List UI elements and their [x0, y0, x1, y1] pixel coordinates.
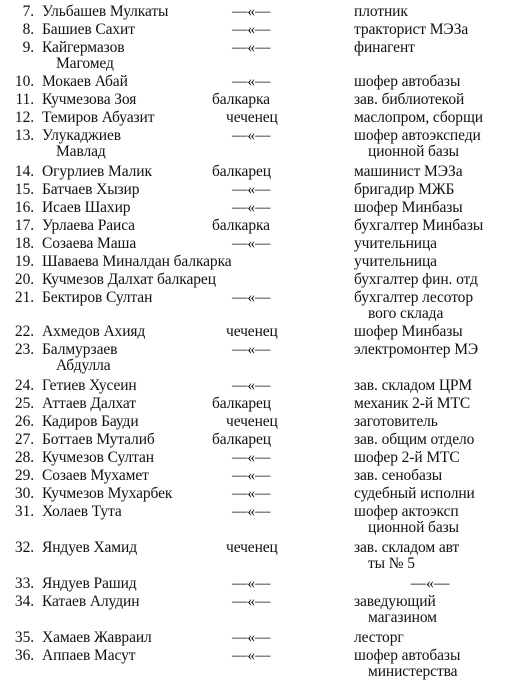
occupation — [354, 504, 506, 536]
person-name — [42, 342, 117, 374]
entry-number: 35. — [14, 629, 34, 646]
name-line: Кучмезов Султан — [42, 449, 154, 466]
occupation-line: шофер Минбазы — [354, 324, 463, 340]
nationality: балкарец — [212, 163, 271, 180]
occupation-line: шофер 2-й МТС — [354, 450, 460, 466]
person-name — [42, 290, 152, 306]
occupation-line: машинист МЭЗа — [354, 164, 463, 180]
person-name — [42, 486, 172, 502]
entry-number: 11. — [15, 91, 34, 108]
entry-number: 8. — [22, 21, 34, 38]
name-line: Кучмезова Зоя — [42, 91, 137, 108]
occupation — [354, 272, 506, 288]
name-line: Огурлиев Малик — [42, 163, 152, 180]
nationality: —«— — [232, 39, 271, 56]
nationality: —«— — [232, 199, 271, 216]
name-line: Яндуев Рашид — [42, 575, 137, 592]
person-name — [42, 254, 232, 270]
nationality: —«— — [232, 467, 271, 484]
occupation-line: финагент — [354, 40, 415, 56]
occupation-line: —«— — [410, 576, 450, 592]
entry-number: 34. — [14, 593, 34, 610]
nationality: чеченец — [226, 109, 278, 126]
name-line: Боттаев Муталиб — [42, 431, 155, 448]
occupation-line: шофер актоэксп — [354, 504, 459, 520]
name-line: Темиров Абуазит — [42, 109, 155, 126]
entry-number: 26. — [14, 413, 34, 430]
name-line: Аттаев Далхат — [42, 395, 136, 412]
name-line: Созаева Маша — [42, 235, 137, 252]
name-line: Гетиев Хусеин — [42, 377, 137, 394]
name-line: Созаев Мухамет — [42, 467, 149, 484]
occupation-line: зав. сенобазы — [354, 468, 443, 484]
name-line-continued: Магомед — [56, 55, 114, 72]
occupation-line: судебный исполни — [354, 486, 475, 502]
occupation — [354, 128, 506, 160]
person-name — [42, 218, 135, 234]
occupation — [354, 4, 506, 20]
occupation — [354, 414, 506, 430]
entry-number: 27. — [14, 431, 34, 448]
nationality: —«— — [232, 485, 271, 502]
entry-number: 10. — [14, 73, 34, 90]
occupation — [354, 324, 506, 340]
entry-number: 18. — [14, 235, 34, 252]
occupation-line: тракторист МЭЗа — [354, 22, 469, 38]
occupation — [354, 468, 506, 484]
name-line: Шаваева Миналдан балкарка — [42, 253, 232, 270]
person-name — [42, 450, 154, 466]
nationality: чеченец — [226, 413, 278, 430]
person-name — [42, 164, 152, 180]
occupation — [354, 396, 506, 412]
occupation-line: бригадир МЖБ — [354, 182, 455, 198]
person-name — [42, 504, 122, 520]
name-line: Улукаджиев — [42, 127, 121, 144]
occupation-line-continued: ционной базы — [368, 143, 459, 160]
name-line: Ахмедов Ахияд — [42, 323, 146, 340]
occupation-line: шофер автобазы — [354, 648, 461, 664]
person-name — [42, 576, 137, 592]
occupation — [354, 200, 506, 216]
occupation-line: маслопром, сборщи — [354, 110, 483, 126]
occupation — [354, 486, 506, 502]
occupation-line: заведующий — [354, 594, 436, 610]
occupation-line: шофер Минбазы — [354, 200, 463, 216]
occupation — [354, 254, 506, 270]
nationality: —«— — [232, 377, 271, 394]
nationality: балкарка — [212, 217, 270, 234]
occupation — [354, 74, 506, 90]
nationality: балкарец — [212, 395, 271, 412]
entry-number: 21. — [14, 289, 34, 306]
name-line: Кайгермазов — [42, 39, 125, 56]
person-name — [42, 128, 121, 160]
name-line: Башиев Сахит — [42, 21, 135, 38]
person-name — [42, 648, 135, 664]
occupation — [354, 432, 506, 448]
occupation-line: учительница — [354, 236, 437, 252]
entry-number: 7. — [22, 3, 34, 20]
occupation — [354, 576, 506, 592]
name-line: Балмурзаев — [42, 341, 118, 358]
person-name — [42, 22, 135, 38]
entry-number: 22. — [14, 323, 34, 340]
person-name — [42, 200, 130, 216]
entry-number: 14. — [14, 163, 34, 180]
nationality: —«— — [232, 449, 271, 466]
name-line: Катаев Алудин — [42, 593, 140, 610]
entry-number: 36. — [14, 647, 34, 664]
occupation — [354, 342, 506, 358]
person-name — [42, 182, 139, 198]
occupation-line: шофер автобазы — [354, 74, 461, 90]
name-line: Холаев Тута — [42, 503, 122, 520]
occupation — [354, 450, 506, 466]
person-name — [42, 4, 168, 20]
occupation — [354, 40, 506, 56]
entry-number: 20. — [14, 271, 34, 288]
occupation — [354, 236, 506, 252]
person-name — [42, 272, 216, 288]
name-line: Ульбашев Мулкаты — [42, 3, 169, 20]
nationality: —«— — [232, 647, 271, 664]
entry-number: 12. — [14, 109, 34, 126]
entry-number: 24. — [14, 377, 34, 394]
name-line: Кадиров Бауди — [42, 413, 139, 430]
entry-number: 30. — [14, 485, 34, 502]
nationality: —«— — [232, 341, 271, 358]
occupation — [354, 110, 506, 126]
occupation-line-continued: магазином — [368, 609, 437, 626]
person-name — [42, 110, 154, 126]
occupation — [354, 182, 506, 198]
entry-number: 23. — [14, 341, 34, 358]
occupation — [354, 594, 506, 626]
occupation-line-continued: ты № 5 — [368, 555, 415, 572]
entry-number: 28. — [14, 449, 34, 466]
occupation — [354, 164, 506, 180]
nationality: —«— — [232, 235, 271, 252]
entry-number: 15. — [14, 181, 34, 198]
name-line: Мокаев Абай — [42, 73, 128, 90]
occupation-line: электромонтер МЭ — [354, 342, 479, 358]
occupation-line: бухгалтер фин. отд — [354, 272, 478, 288]
nationality: балкарка — [212, 91, 270, 108]
occupation-line-continued: ционной базы — [368, 519, 459, 536]
occupation — [354, 22, 506, 38]
name-line-continued: Мавлад — [56, 143, 106, 160]
person-name — [42, 468, 149, 484]
person-name — [42, 432, 155, 448]
nationality: —«— — [232, 21, 271, 38]
occupation — [354, 290, 506, 322]
nationality: —«— — [232, 73, 271, 90]
occupation — [354, 92, 506, 108]
nationality: —«— — [232, 575, 271, 592]
name-line: Кучмезов Мухарбек — [42, 485, 173, 502]
entry-number: 32. — [14, 539, 34, 556]
person-name — [42, 378, 137, 394]
name-line: Яндуев Хамид — [42, 539, 138, 556]
entry-number: 31. — [14, 503, 34, 520]
occupation-line: зав. складом ЦРМ — [354, 378, 473, 394]
person-name — [42, 40, 124, 72]
entry-number: 19. — [14, 253, 34, 270]
entry-number: 25. — [14, 395, 34, 412]
name-line: Аппаев Масут — [42, 647, 136, 664]
occupation-line-continued: вого склада — [368, 305, 444, 322]
entry-number: 33. — [14, 575, 34, 592]
person-name — [42, 414, 139, 430]
nationality: —«— — [232, 503, 271, 520]
nationality: —«— — [232, 181, 271, 198]
occupation-line: лесторг — [354, 630, 404, 646]
nationality: —«— — [232, 289, 271, 306]
person-name — [42, 594, 139, 610]
nationality: чеченец — [226, 539, 278, 556]
name-line: Батчаев Хызир — [42, 181, 140, 198]
occupation-line: зав. общим отдело — [354, 432, 475, 448]
occupation-line: бухгалтер Минбазы — [354, 218, 484, 234]
occupation-line: зав. библиотекой — [354, 92, 465, 108]
name-line-continued: Абдулла — [56, 357, 111, 374]
name-line: Урлаева Раиса — [42, 217, 135, 234]
occupation — [354, 378, 506, 394]
person-name — [42, 540, 137, 556]
occupation-line-continued: министерства — [368, 663, 458, 680]
entry-number: 9. — [22, 39, 34, 56]
nationality: —«— — [232, 629, 271, 646]
name-line: Исаев Шахир — [42, 199, 131, 216]
entry-number: 13. — [14, 127, 34, 144]
occupation-line: бухгалтер лесотор — [354, 290, 473, 306]
person-name — [42, 236, 136, 252]
person-name — [42, 324, 145, 340]
nationality: —«— — [232, 3, 271, 20]
occupation-line: заготовитель — [354, 414, 438, 430]
nationality: —«— — [232, 127, 271, 144]
name-line: Кучмезов Далхат балкарец — [42, 271, 216, 288]
occupation — [354, 648, 506, 680]
person-name — [42, 396, 136, 412]
person-name — [42, 92, 136, 108]
occupation-line: шофер автоэкспеди — [354, 128, 481, 144]
occupation-line: механик 2-й МТС — [354, 396, 471, 412]
entry-number: 16. — [14, 199, 34, 216]
occupation-line: зав. складом авт — [354, 540, 460, 556]
name-line: Хамаев Жавраил — [42, 629, 152, 646]
nationality: балкарец — [212, 431, 271, 448]
person-name — [42, 74, 128, 90]
occupation — [354, 540, 506, 572]
entry-number: 29. — [14, 467, 34, 484]
nationality: чеченец — [226, 323, 278, 340]
occupation — [354, 630, 506, 646]
entry-number: 17. — [14, 217, 34, 234]
occupation-line: плотник — [354, 4, 408, 20]
nationality: —«— — [232, 593, 271, 610]
occupation — [354, 218, 506, 234]
occupation-line: учительница — [354, 254, 437, 270]
name-line: Бектиров Султан — [42, 289, 153, 306]
person-name — [42, 630, 152, 646]
